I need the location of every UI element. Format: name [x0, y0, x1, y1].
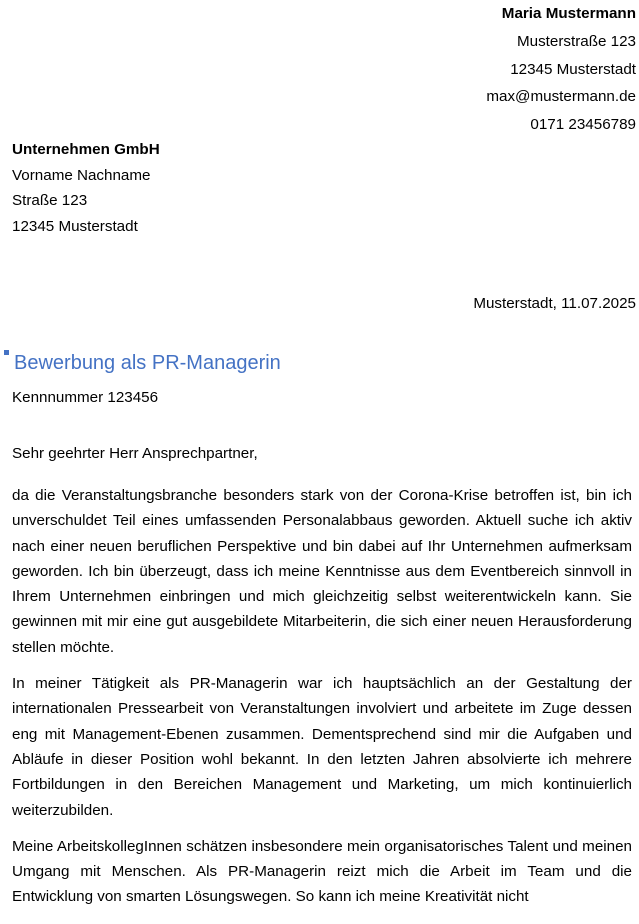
reference-number: Kennnummer 123456 [12, 389, 159, 406]
body-paragraph: In meiner Tätigkeit als PR-Managerin war ich hauptsächlich an der Gestaltung der internationalen Pressearbeit von Veranstaltungen involviert und arbeitete im Zuge dessen eng mit Management-Ebenen zusammen. Dementsprechend sind mir die Aufgaben und Abläufe in dieser Position wohl bekannt. In den letzten Jahren absolvierte ich mehrere Fortbildungen in den Bereichen Management und Marketing, um mich kontinuierlich weiterzubilden. [12, 675, 632, 819]
body-paragraph: Meine ArbeitskollegInnen schätzen insbesondere mein organisatorisches Talent und meinen Umgang mit Menschen. Als PR-Managerin reizt mich die Arbeit im Team und die Entwicklung von smarten Lösungswegen. So kann ich meine Kreativität nicht [12, 837, 632, 906]
recipient-company: Unternehmen GmbH [12, 141, 160, 158]
recipient-street: Straße 123 [12, 192, 88, 209]
letter-date: Musterstadt, 11.07.2025 [473, 295, 636, 312]
recipient-contact: Vorname Nachname [12, 166, 151, 184]
sender-street: Musterstraße 123 [516, 32, 636, 50]
letter-subject: Bewerbung als PR-Managerin [14, 352, 281, 374]
sender-address-block [486, 0, 636, 139]
heading-marker-icon [4, 350, 9, 355]
sender-name: Maria Mustermann [501, 5, 636, 22]
sender-email: max@mustermann.de [486, 88, 636, 106]
recipient-city: 12345 Musterstadt [12, 217, 138, 235]
body-paragraph: da die Veranstaltungsbranche besonders stark von der Corona-Krise betroffen ist, bin ich unverschuldet Teil eines umfassenden Personalabbaus geworden. Aktuell suche ich aktiv nach einer neuen beruflichen Perspektive und bin dabei auf Ihr Unternehmen aufmerksam geworden. Ich bin überzeugt, dass ich meine Kenntnisse aus dem Eventbereich sinnvoll in Ihrem Unternehmen einbringen und mich gleichzeitig selbst weiterentwickeln kann. Sie gewinnen mit mir eine gut ausgebildete Mitarbeiterin, die sich einer neuen Herausforderung stellen möchte. [12, 487, 632, 656]
sender-city: 12345 Musterstadt [510, 60, 636, 78]
salutation: Sehr geehrter Herr Ansprechpartner, [12, 445, 258, 462]
letter-body [12, 483, 632, 921]
recipient-address-block [12, 137, 160, 239]
sender-phone: 0171 23456789 [530, 116, 636, 134]
